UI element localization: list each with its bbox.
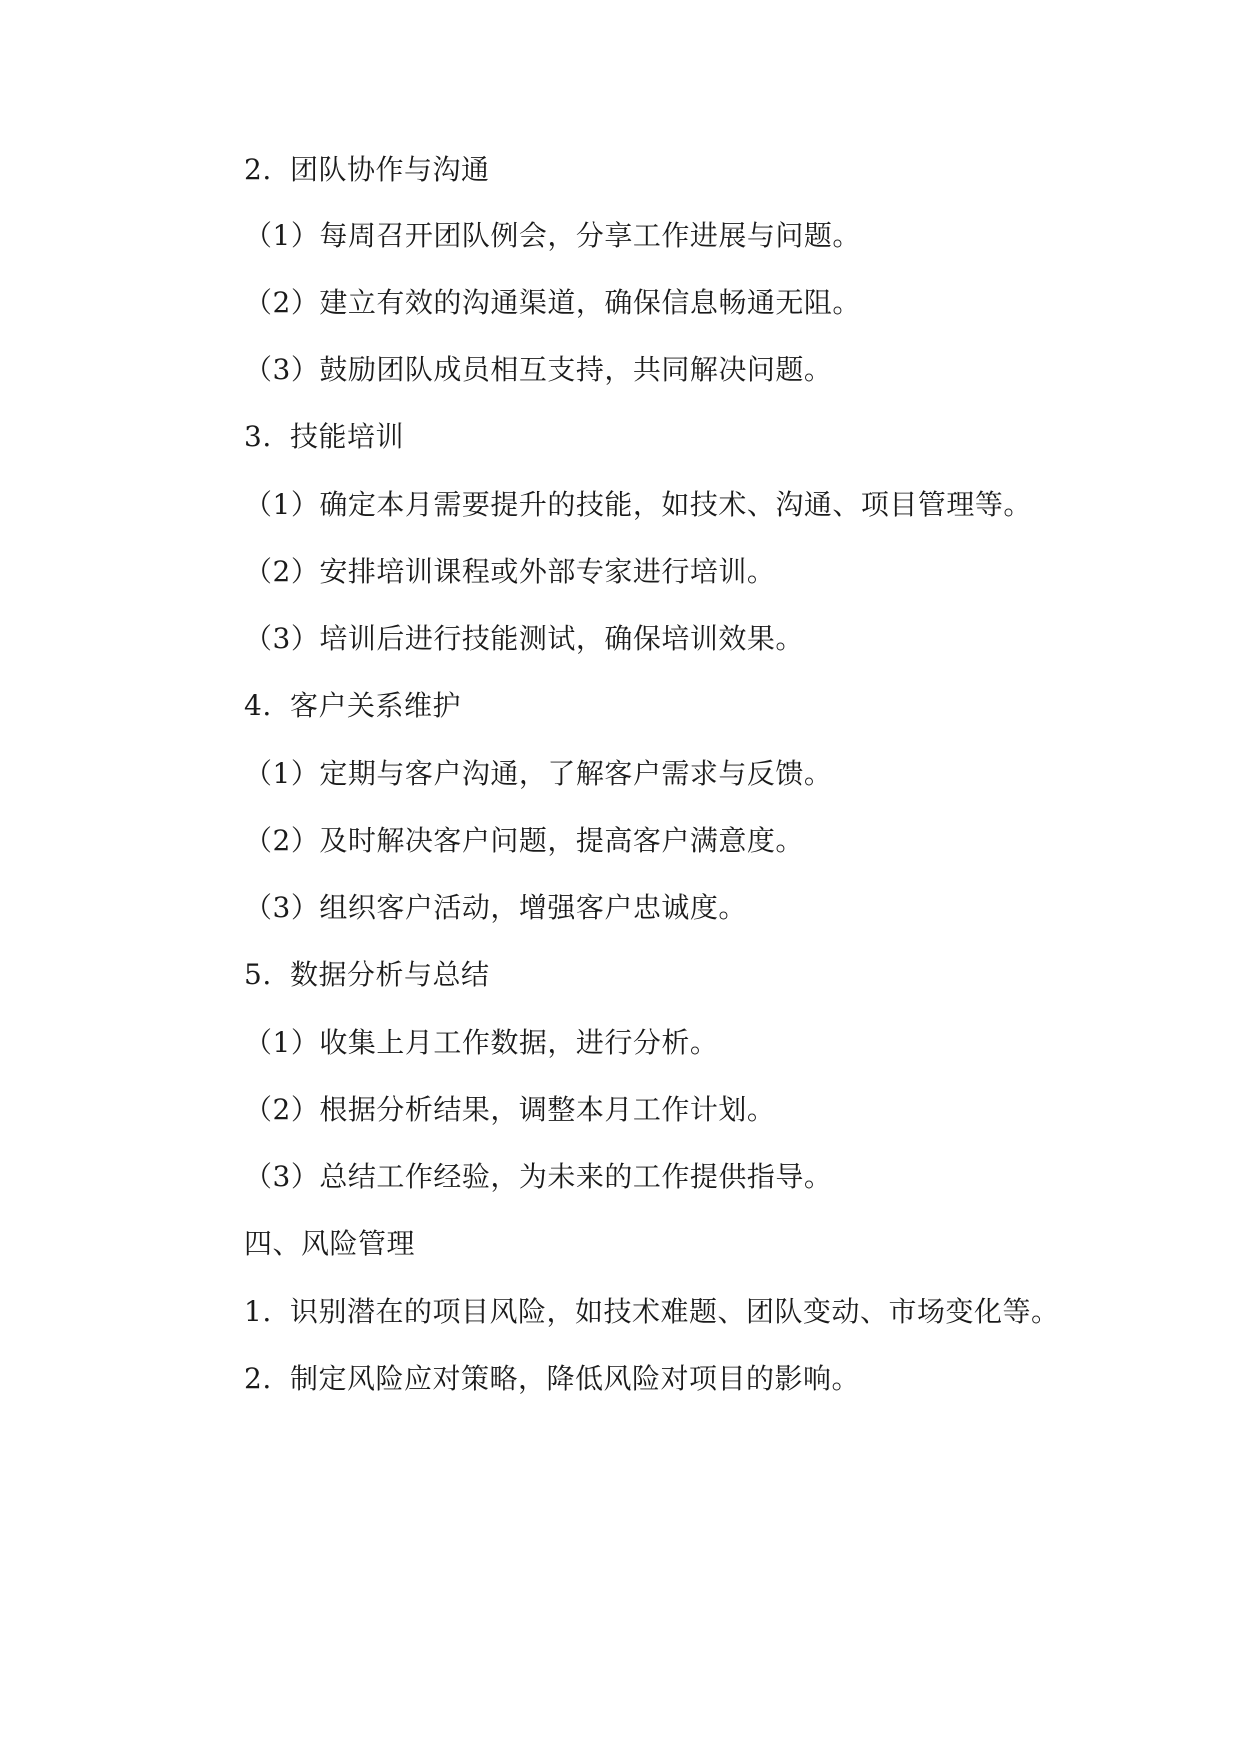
section-heading xyxy=(244,957,490,993)
list-item: （1）收集上月工作数据，进行分析。 xyxy=(244,1026,719,1059)
section-title: 技能培训 xyxy=(290,420,405,453)
list-item: （1）确定本月需要提升的技能，如技术、沟通、项目管理等。 xyxy=(244,488,1032,521)
risk-item-number: 2. xyxy=(244,1362,272,1395)
risk-item-text: 制定风险应对策略，降低风险对项目的影响。 xyxy=(290,1362,861,1395)
section-title: 客户关系维护 xyxy=(290,689,462,722)
section-number: 4. xyxy=(244,689,272,722)
section-number: 3. xyxy=(244,420,272,453)
section-number: 2. xyxy=(244,153,272,186)
chapter-title: 四、风险管理 xyxy=(244,1227,416,1260)
section-heading xyxy=(244,419,404,455)
section-title: 数据分析与总结 xyxy=(290,958,490,991)
list-item: （2）及时解决客户问题，提高客户满意度。 xyxy=(244,824,804,857)
list-item: （1）定期与客户沟通，了解客户需求与反馈。 xyxy=(244,757,833,790)
section-title: 团队协作与沟通 xyxy=(290,153,490,186)
list-item: （3）总结工作经验，为未来的工作提供指导。 xyxy=(244,1160,833,1193)
list-item: （3）组织客户活动，增强客户忠诚度。 xyxy=(244,891,747,924)
list-item: （1）每周召开团队例会，分享工作进展与问题。 xyxy=(244,219,861,252)
list-item: （3）培训后进行技能测试，确保培训效果。 xyxy=(244,622,804,655)
list-item: （3）鼓励团队成员相互支持，共同解决问题。 xyxy=(244,353,833,386)
list-item: （2）建立有效的沟通渠道，确保信息畅通无阻。 xyxy=(244,286,861,319)
section-heading xyxy=(244,688,461,724)
list-item: （2）安排培训课程或外部专家进行培训。 xyxy=(244,555,776,588)
risk-item xyxy=(244,1294,1060,1330)
risk-item xyxy=(244,1361,860,1397)
risk-item-text: 识别潜在的项目风险，如技术难题、团队变动、市场变化等。 xyxy=(290,1295,1060,1328)
section-heading xyxy=(244,152,490,188)
list-item: （2）根据分析结果，调整本月工作计划。 xyxy=(244,1093,776,1126)
section-number: 5. xyxy=(244,958,272,991)
risk-item-number: 1. xyxy=(244,1295,272,1328)
